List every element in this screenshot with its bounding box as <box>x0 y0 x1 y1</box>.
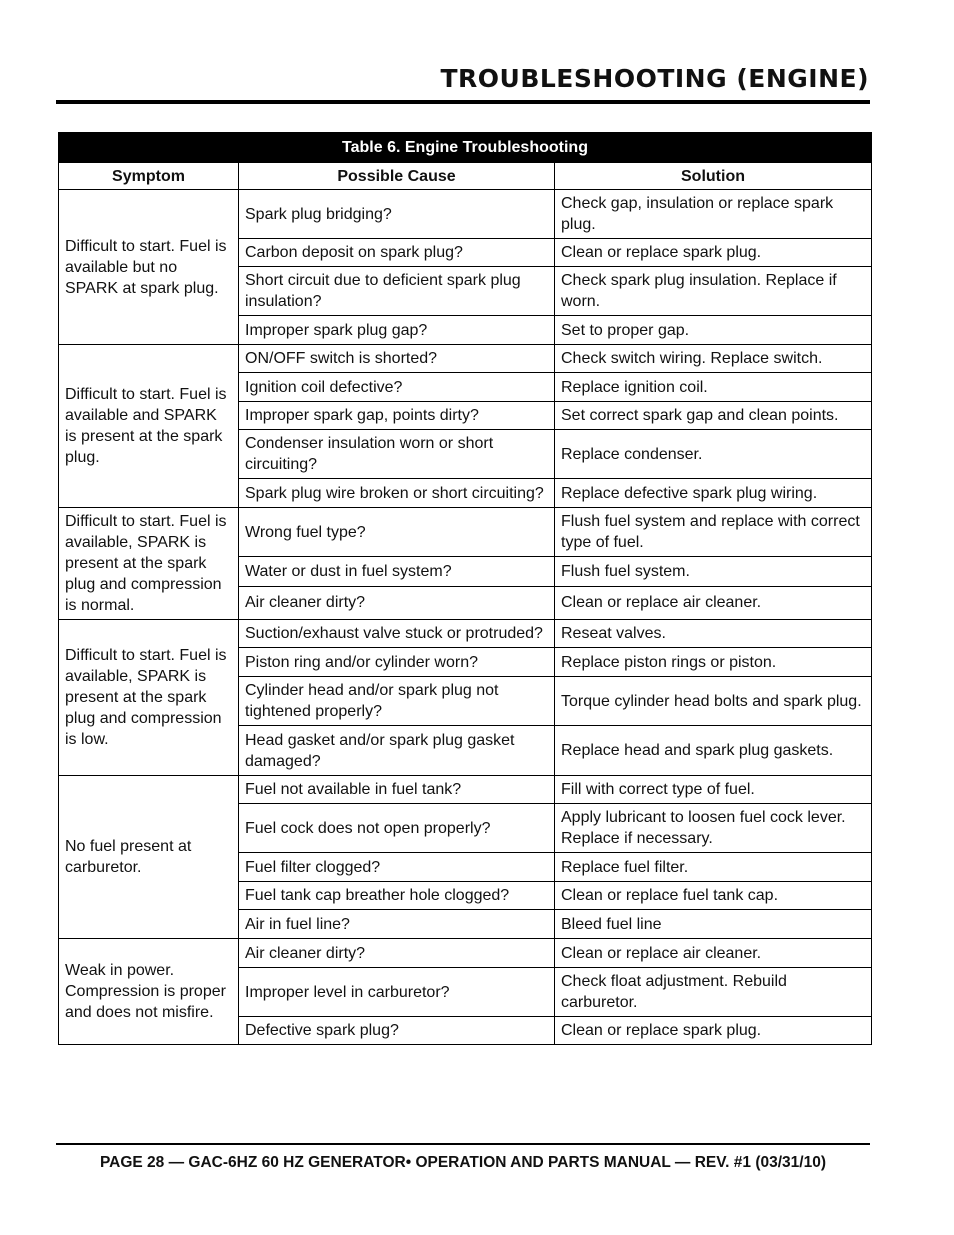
table-row <box>59 190 872 239</box>
solution-cell: Replace defective spark plug wiring. <box>555 479 872 508</box>
solution-cell: Check gap, insulation or replace spark plug. <box>555 190 872 239</box>
cause-cell: Fuel not available in fuel tank? <box>239 776 555 804</box>
solution-cell: Replace piston rings or piston. <box>555 648 872 677</box>
solution-cell: Check float adjustment. Rebuild carburetor. <box>555 968 872 1017</box>
cause-cell: Suction/exhaust valve stuck or protruded? <box>239 620 555 648</box>
cause-cell: Cylinder head and/or spark plug not tightened properly? <box>239 677 555 726</box>
cause-cell: Ignition coil defective? <box>239 373 555 402</box>
cause-cell: Air cleaner dirty? <box>239 939 555 968</box>
solution-cell: Replace head and spark plug gaskets. <box>555 726 872 776</box>
cause-cell: Short circuit due to deficient spark plug insulation? <box>239 267 555 316</box>
solution-cell: Set to proper gap. <box>555 316 872 345</box>
cause-cell: Improper spark plug gap? <box>239 316 555 345</box>
solution-cell: Check spark plug insulation. Replace if worn. <box>555 267 872 316</box>
solution-cell: Flush fuel system and replace with correct type of fuel. <box>555 508 872 557</box>
solution-cell: Replace ignition coil. <box>555 373 872 402</box>
solution-cell: Clean or replace fuel tank cap. <box>555 882 872 910</box>
cause-cell: Fuel cock does not open properly? <box>239 804 555 853</box>
table-row <box>59 939 872 968</box>
column-header-possible-cause: Possible Cause <box>239 163 555 190</box>
solution-cell: Clean or replace air cleaner. <box>555 586 872 619</box>
solution-cell: Flush fuel system. <box>555 557 872 586</box>
solution-cell: Clean or replace spark plug. <box>555 239 872 267</box>
cause-cell: Improper level in carburetor? <box>239 968 555 1017</box>
page-footer: PAGE 28 — GAC-6HZ 60 HZ GENERATOR• OPERATION AND PARTS MANUAL — REV. #1 (03/31/10) <box>99 1154 827 1171</box>
cause-cell: Fuel filter clogged? <box>239 853 555 882</box>
title-divider <box>56 100 870 104</box>
symptom-cell: Difficult to start. Fuel is available but no SPARK at spark plug. <box>59 190 239 345</box>
cause-cell: ON/OFF switch is shorted? <box>239 345 555 373</box>
solution-cell: Set correct spark gap and clean points. <box>555 402 872 430</box>
cause-cell: Fuel tank cap breather hole clogged? <box>239 882 555 910</box>
symptom-cell: Difficult to start. Fuel is available, SPARK is present at the spark plug and compression is normal. <box>59 508 239 620</box>
footer-divider <box>56 1143 870 1145</box>
cause-cell: Spark plug bridging? <box>239 190 555 239</box>
symptom-cell: Difficult to start. Fuel is available, SPARK is present at the spark plug and compression is low. <box>59 620 239 776</box>
table-caption: Table 6. Engine Troubleshooting <box>59 133 872 163</box>
cause-cell: Improper spark gap, points dirty? <box>239 402 555 430</box>
cause-cell: Defective spark plug? <box>239 1017 555 1045</box>
solution-cell: Torque cylinder head bolts and spark plug. <box>555 677 872 726</box>
solution-cell: Replace fuel filter. <box>555 853 872 882</box>
table-body <box>59 190 872 1045</box>
symptom-cell: No fuel present at carburetor. <box>59 776 239 939</box>
cause-cell: Condenser insulation worn or short circuiting? <box>239 430 555 479</box>
page-title: TROUBLESHOOTING (ENGINE) <box>440 64 869 93</box>
symptom-cell: Difficult to start. Fuel is available and SPARK is present at the spark plug. <box>59 345 239 508</box>
solution-cell: Apply lubricant to loosen fuel cock lever. Replace if necessary. <box>555 804 872 853</box>
cause-cell: Carbon deposit on spark plug? <box>239 239 555 267</box>
solution-cell: Clean or replace air cleaner. <box>555 939 872 968</box>
table-row <box>59 620 872 648</box>
cause-cell: Piston ring and/or cylinder worn? <box>239 648 555 677</box>
cause-cell: Air cleaner dirty? <box>239 586 555 619</box>
table-row <box>59 776 872 804</box>
table-row <box>59 508 872 557</box>
cause-cell: Wrong fuel type? <box>239 508 555 557</box>
solution-cell: Clean or replace spark plug. <box>555 1017 872 1045</box>
solution-cell: Replace condenser. <box>555 430 872 479</box>
solution-cell: Fill with correct type of fuel. <box>555 776 872 804</box>
table-row <box>59 345 872 373</box>
cause-cell: Air in fuel line? <box>239 910 555 939</box>
column-header-solution: Solution <box>555 163 872 190</box>
cause-cell: Water or dust in fuel system? <box>239 557 555 586</box>
solution-cell: Check switch wiring. Replace switch. <box>555 345 872 373</box>
symptom-cell: Weak in power. Compression is proper and does not misfire. <box>59 939 239 1045</box>
column-header-symptom: Symptom <box>59 163 239 190</box>
engine-troubleshooting-table <box>58 132 872 1045</box>
cause-cell: Head gasket and/or spark plug gasket damaged? <box>239 726 555 776</box>
solution-cell: Bleed fuel line <box>555 910 872 939</box>
solution-cell: Reseat valves. <box>555 620 872 648</box>
cause-cell: Spark plug wire broken or short circuiting? <box>239 479 555 508</box>
